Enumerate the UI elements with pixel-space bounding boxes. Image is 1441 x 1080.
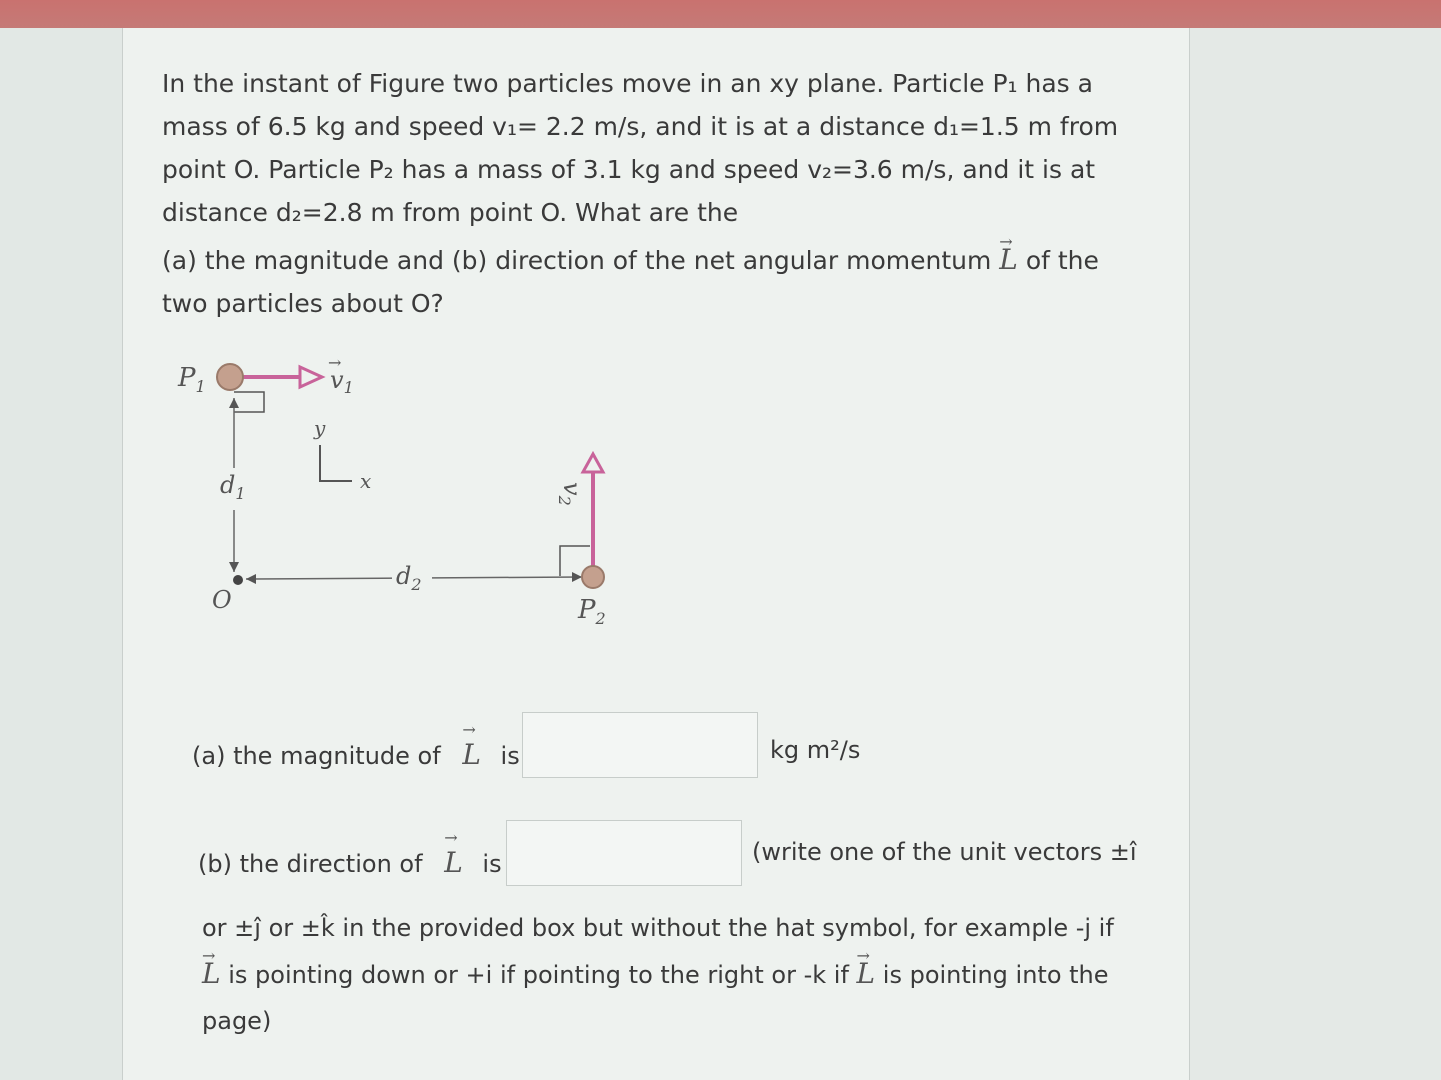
d2-arrow-right: [572, 572, 582, 582]
d1-label: $d_1$: [220, 471, 246, 503]
angular-momentum-symbol: → L: [999, 238, 1018, 281]
question-text: [162, 62, 1152, 325]
units-label: kg m²/s: [770, 736, 861, 764]
d2-arrow-left: [246, 574, 256, 584]
question-line-2-start: (a) the magnitude and (b) direction of the net angular momentum: [162, 246, 992, 275]
direction-input[interactable]: [506, 820, 742, 886]
hint-symbol-2: → L: [857, 951, 876, 997]
question-line-1: In the instant of Figure two particles move in an xy plane. Particle P₁ has a mass of 6.5 kg and speed v₁= 2.2 m/s, and it is at a distance d₁=1.5 m from point O. Particle P₂ has a mass of 3.1 kg and speed v₂=3.6 m/s, and it is at distance d₂=2.8 m from point O. What are the: [162, 69, 1119, 227]
d1-arrow-top: [229, 398, 239, 408]
figure-svg: [170, 350, 640, 640]
right-margin: [1189, 28, 1441, 1080]
d2-label: $d_2$: [396, 562, 422, 594]
hint-start: (write one of the unit vectors ±î: [752, 838, 1137, 866]
p2-label: $P_2$: [578, 595, 606, 628]
xy-axes: [320, 445, 352, 481]
p1-right-angle: [234, 392, 264, 412]
p1-label: $P_1$: [178, 363, 206, 396]
p2-particle: [582, 566, 604, 588]
part-a-is: is: [500, 742, 520, 770]
v1-arrow-glyph: →: [328, 353, 342, 372]
v1-label: $v_1$: [330, 366, 354, 397]
hint-symbol-1: → L: [202, 951, 221, 997]
part-b-label: (b) the direction of: [198, 850, 423, 878]
p1-particle: [217, 364, 243, 390]
question-line-2: [162, 238, 1152, 325]
direction-hint: [202, 905, 1152, 1044]
origin-point: [233, 575, 243, 585]
browser-top-bar: [0, 0, 1441, 28]
y-axis-label: y: [314, 416, 326, 440]
question-line-2-end: of the two particles about O?: [162, 246, 1099, 318]
hint-line-3-end: is pointing into the: [882, 961, 1109, 989]
hint-line-3: [202, 951, 1152, 998]
part-a-symbol: → L: [462, 738, 481, 771]
v2-arrowhead: [583, 454, 603, 472]
part-b-is: is: [482, 850, 502, 878]
part-b-symbol: → L: [444, 846, 463, 879]
v1-arrowhead: [300, 367, 322, 387]
hint-line-2: or ±ĵ or ±k̂ in the provided box but without the hat symbol, for example -j if: [202, 914, 1114, 942]
hint-line-3-mid: is pointing down or +i if pointing to the right or -k if: [228, 961, 849, 989]
part-a-label-row: [192, 738, 520, 771]
hint-line-4: page): [202, 1007, 272, 1035]
part-a-label: (a) the magnitude of: [192, 742, 441, 770]
left-margin: [0, 28, 123, 1080]
v2-label: $v_2$: [555, 482, 586, 506]
d1-arrow-bottom: [229, 562, 239, 572]
part-b-label-row: [198, 846, 502, 879]
figure-diagram: [170, 350, 640, 640]
magnitude-input[interactable]: [522, 712, 758, 778]
origin-label: O: [212, 586, 232, 614]
x-axis-label: x: [360, 469, 372, 493]
